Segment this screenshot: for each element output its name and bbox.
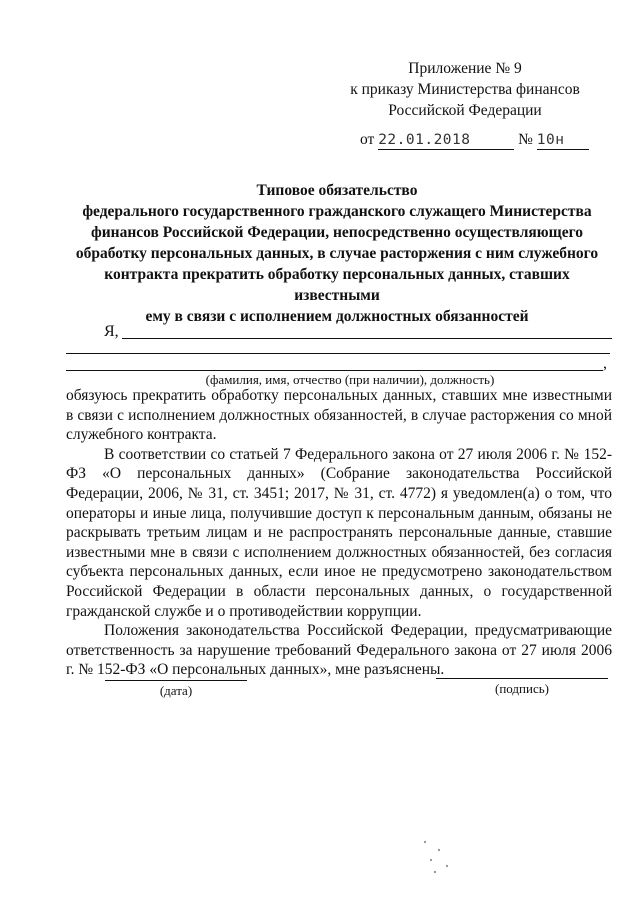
scan-specks: [420, 835, 460, 875]
order-from-label: от: [360, 131, 375, 148]
appendix-order-ref: к приказу Министерства финансов: [350, 81, 580, 98]
fio-caption: (фамилия, имя, отчество (при наличии), должность): [205, 372, 495, 387]
signature-line[interactable]: [436, 678, 608, 679]
date-line[interactable]: [105, 680, 247, 681]
title-line: финансов Российской Федерации, непосредственно осуществляющего: [90, 224, 583, 241]
fio-line-3[interactable]: [66, 370, 603, 371]
title-line: Типовое обязательство: [256, 182, 418, 199]
title-line: контракта прекратить обработку персональных данных, ставших известными: [104, 266, 570, 304]
fio-line-2[interactable]: [66, 353, 610, 354]
order-number-line: [537, 131, 589, 150]
order-number-value: 10н: [536, 132, 565, 148]
paragraph-responsibility: Положения законодательства Российской Федерации, предусматривающие ответственность за нарушение требований Федерального закона от 27 июля 2006 г. № 152-ФЗ «О персональных данных», мне разъяснены.: [66, 622, 612, 679]
title-line: федерального государственного гражданского служащего Министерства: [82, 203, 592, 220]
ya-label: Я,: [104, 323, 119, 340]
order-date-line: [378, 131, 514, 150]
fio-line-1[interactable]: [122, 338, 612, 339]
appendix-country: Российской Федерации: [388, 102, 542, 119]
signature-caption: (подпись): [495, 681, 549, 696]
order-date-number: [360, 131, 589, 150]
appendix-header: [340, 58, 590, 121]
fio-trailing-comma: ,: [603, 355, 607, 372]
date-caption: (дата): [159, 683, 193, 698]
title-line: ему в связи с исполнением должностных обязанностей: [145, 308, 529, 325]
order-number-label: №: [518, 131, 533, 148]
title-line: обработку персональных данных, в случае расторжения с ним служебного: [75, 245, 599, 262]
order-date-value: 22.01.2018: [378, 132, 471, 148]
paragraph-obligation: обязуюсь прекратить обработку персональных данных, ставших мне известными в связи с исполнением должностных обязанностей, в случае расторжения со мной служебного контракта.: [66, 387, 612, 444]
appendix-number: Приложение № 9: [408, 60, 522, 77]
body-text: [66, 386, 612, 680]
paragraph-notice: В соответствии со статьей 7 Федерального закона от 27 июля 2006 г. № 152-ФЗ «О персональных данных» (Собрание законодательства Российской Федерации, 2006, № 31, ст. 3451; 2017, № 31, ст. 4772) я уведомлен(а) о том, что операторы и иные лица, получившие доступ к персональным данным, обязаны не раскрывать третьим лицам и не распространять персональные данные, ставшие известными мне в связи с исполнением должностных обязанностей, без согласия субъекта персональных данных, если иное не предусмотрено законодательством Российской Федерации в области персональных данных, о государственной гражданской службе и о противодействии коррупции.: [66, 445, 612, 620]
document-title: [64, 180, 610, 327]
